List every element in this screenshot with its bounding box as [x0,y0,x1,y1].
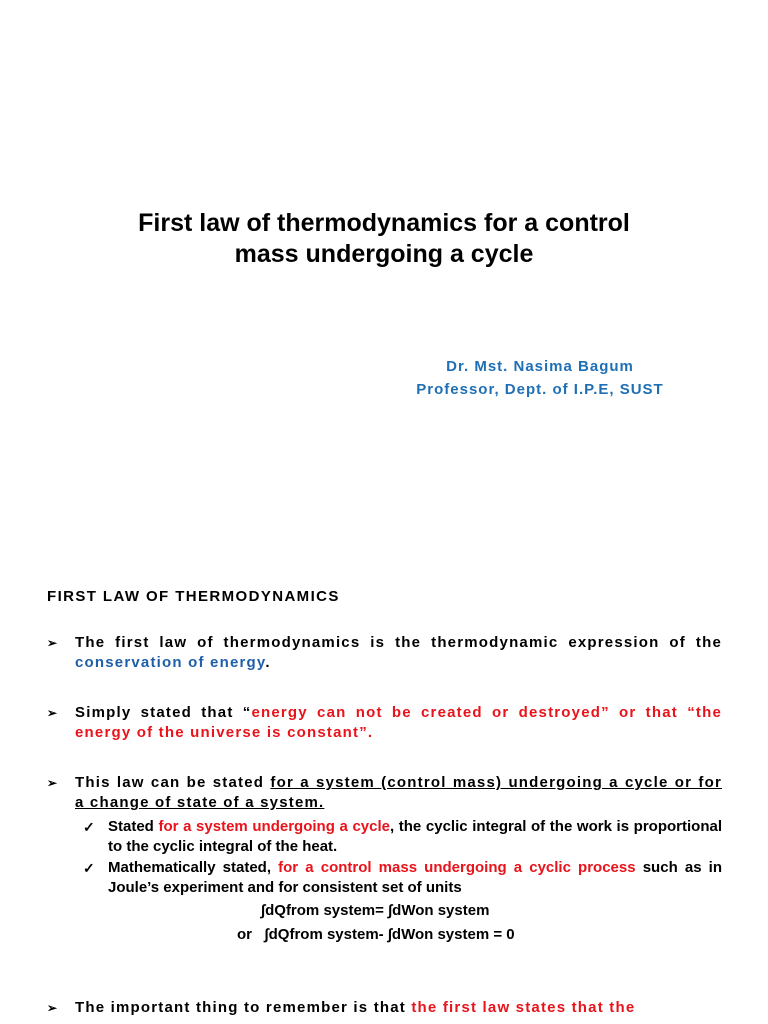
arrow-bullet-icon: ➢ [47,706,58,720]
bullet-simply-stated [47,703,722,743]
bullet-law-stated [47,773,722,813]
bullet-text [75,773,722,813]
text-run: , the cyclic integral of the work is proportional to the cyclic integral of the heat. [108,818,722,855]
bullet-important [47,998,722,1018]
bullet-text [75,633,722,673]
highlight-first-law: the first law states that the [411,999,636,1016]
arrow-bullet-icon: ➢ [47,1001,58,1015]
bullet-text [75,703,722,743]
highlight-energy-statement: energy can not be created or destroyed” or that “the energy of the universe is constant”. [75,704,722,741]
author-block [380,355,700,401]
sub-bullet-cycle [83,817,722,857]
text-run: such as in Joule’s experiment and for consistent set of units [108,859,722,896]
equation-2-text: ∫dQfrom system- ∫dWon system = 0 [264,926,515,943]
text-run: Mathematically stated, [108,859,279,876]
text-run: The first law of thermodynamics is the thermodynamic expression of the [75,634,722,651]
bullet-text [75,998,722,1018]
author-name: Dr. Mst. Nasima Bagum [446,358,634,375]
title-line-1: First law of thermodynamics for a control [138,209,630,237]
text-run: This law can be stated [75,774,271,791]
section-heading: FIRST LAW OF THERMODYNAMICS [47,588,340,605]
sub-bullet-mathematically [83,858,722,898]
sub-bullet-text [108,817,722,857]
highlight-conservation-of-energy: conservation of energy [75,654,266,671]
highlight-system-cycle: for a system undergoing a cycle [158,818,390,835]
slide-title [60,208,708,270]
bullet-conservation [47,633,722,673]
arrow-bullet-icon: ➢ [47,636,58,650]
text-run: The important thing to remember is that [75,999,412,1016]
author-position: Professor, Dept. of I.P.E, SUST [416,381,664,398]
arrow-bullet-icon: ➢ [47,776,58,790]
checkmark-icon: ✓ [83,819,95,835]
underlined-statement: for a system (control mass) undergoing a cycle or for a change of state of a system. [75,774,722,811]
text-run: Stated [108,818,159,835]
highlight-control-mass: for a control mass undergoing a cyclic process [278,859,636,876]
title-line-2: mass undergoing a cycle [234,240,534,268]
equation-2 [237,925,515,945]
checkmark-icon: ✓ [83,860,95,876]
text-run: . [265,654,271,671]
equation-prefix: or [237,926,252,943]
equation-1: ∫dQfrom system= ∫dWon system [261,902,490,919]
sub-bullet-text [108,858,722,898]
text-run: Simply stated that “ [75,704,252,721]
